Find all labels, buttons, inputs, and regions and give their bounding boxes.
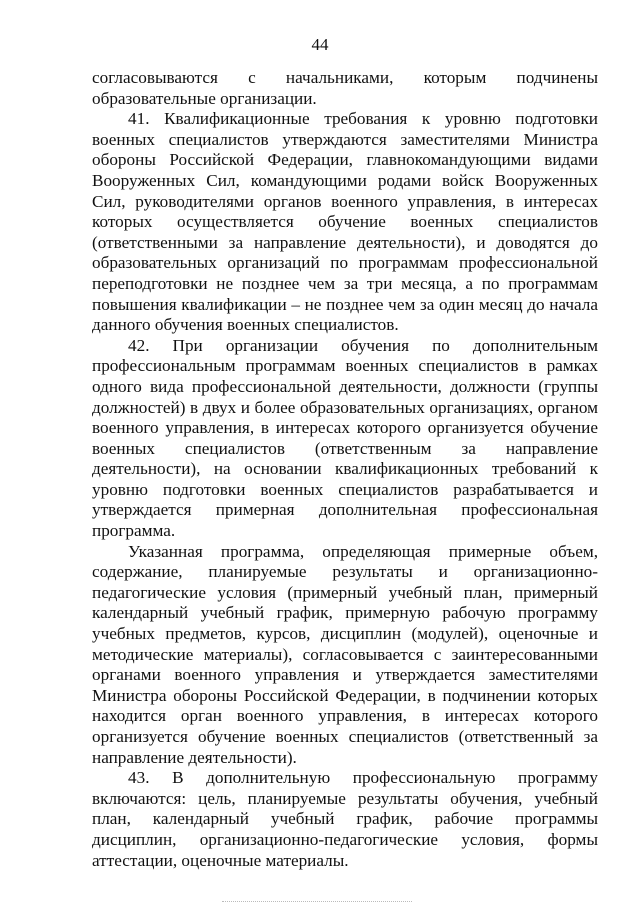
paragraph-42: 42. При организации обучения по дополнительным профессиональным программам военных специалистов в рамках одного вида профессиональной деятельности, должности (группы должностей) в двух и более образовательных организациях, органом военного управления, в интересах которого организуется обучение военных специалистов (ответственным за направление деятельности), на основании квалификационных требований к уровню подготовки военных специалистов разрабатывается и утверждается примерная дополнительная профессиональная программа. xyxy=(92,335,598,541)
paragraph-continuation: согласовываются с начальниками, которым подчинены образовательные организации. xyxy=(92,68,598,108)
page-number: 44 xyxy=(311,35,329,54)
scan-edge-mark xyxy=(222,901,412,903)
document-body xyxy=(92,68,598,871)
paragraph-42-continued: Указанная программа, определяющая примерные объем, содержание, планируемые результаты и организационно-педагогические условия (примерный учебный план, примерный календарный учебный график, примерную рабочую программу учебных предметов, курсов, дисциплин (модулей), оценочные и методические материалы), согласовывается с заинтересованными органами военного управления и утверждается заместителями Министра обороны Российской Федерации, в подчинении которых находится орган военного управления, в интересах которого организуется обучение военных специалистов (ответственный за направление деятельности). xyxy=(92,541,598,767)
paragraph-43: 43. В дополнительную профессиональную программу включаются: цель, планируемые результаты обучения, учебный план, календарный учебный график, рабочие программы дисциплин, организационно-педагогические условия, формы аттестации, оценочные материалы. xyxy=(92,768,598,870)
paragraph-41: 41. Квалификационные требования к уровню подготовки военных специалистов утверждаются заместителями Министра обороны Российской Федерации, главнокомандующими видами Вооруженных Сил, командующими родами войск Вооруженных Сил, руководителями органов военного управления, в интересах которых осуществляется обучение военных специалистов (ответственными за направление деятельности), и доводятся до образовательных организаций по программам профессиональной переподготовки не позднее чем за три месяца, а по программам повышения квалификации – не позднее чем за один месяц до начала данного обучения военных специалистов. xyxy=(92,109,598,335)
